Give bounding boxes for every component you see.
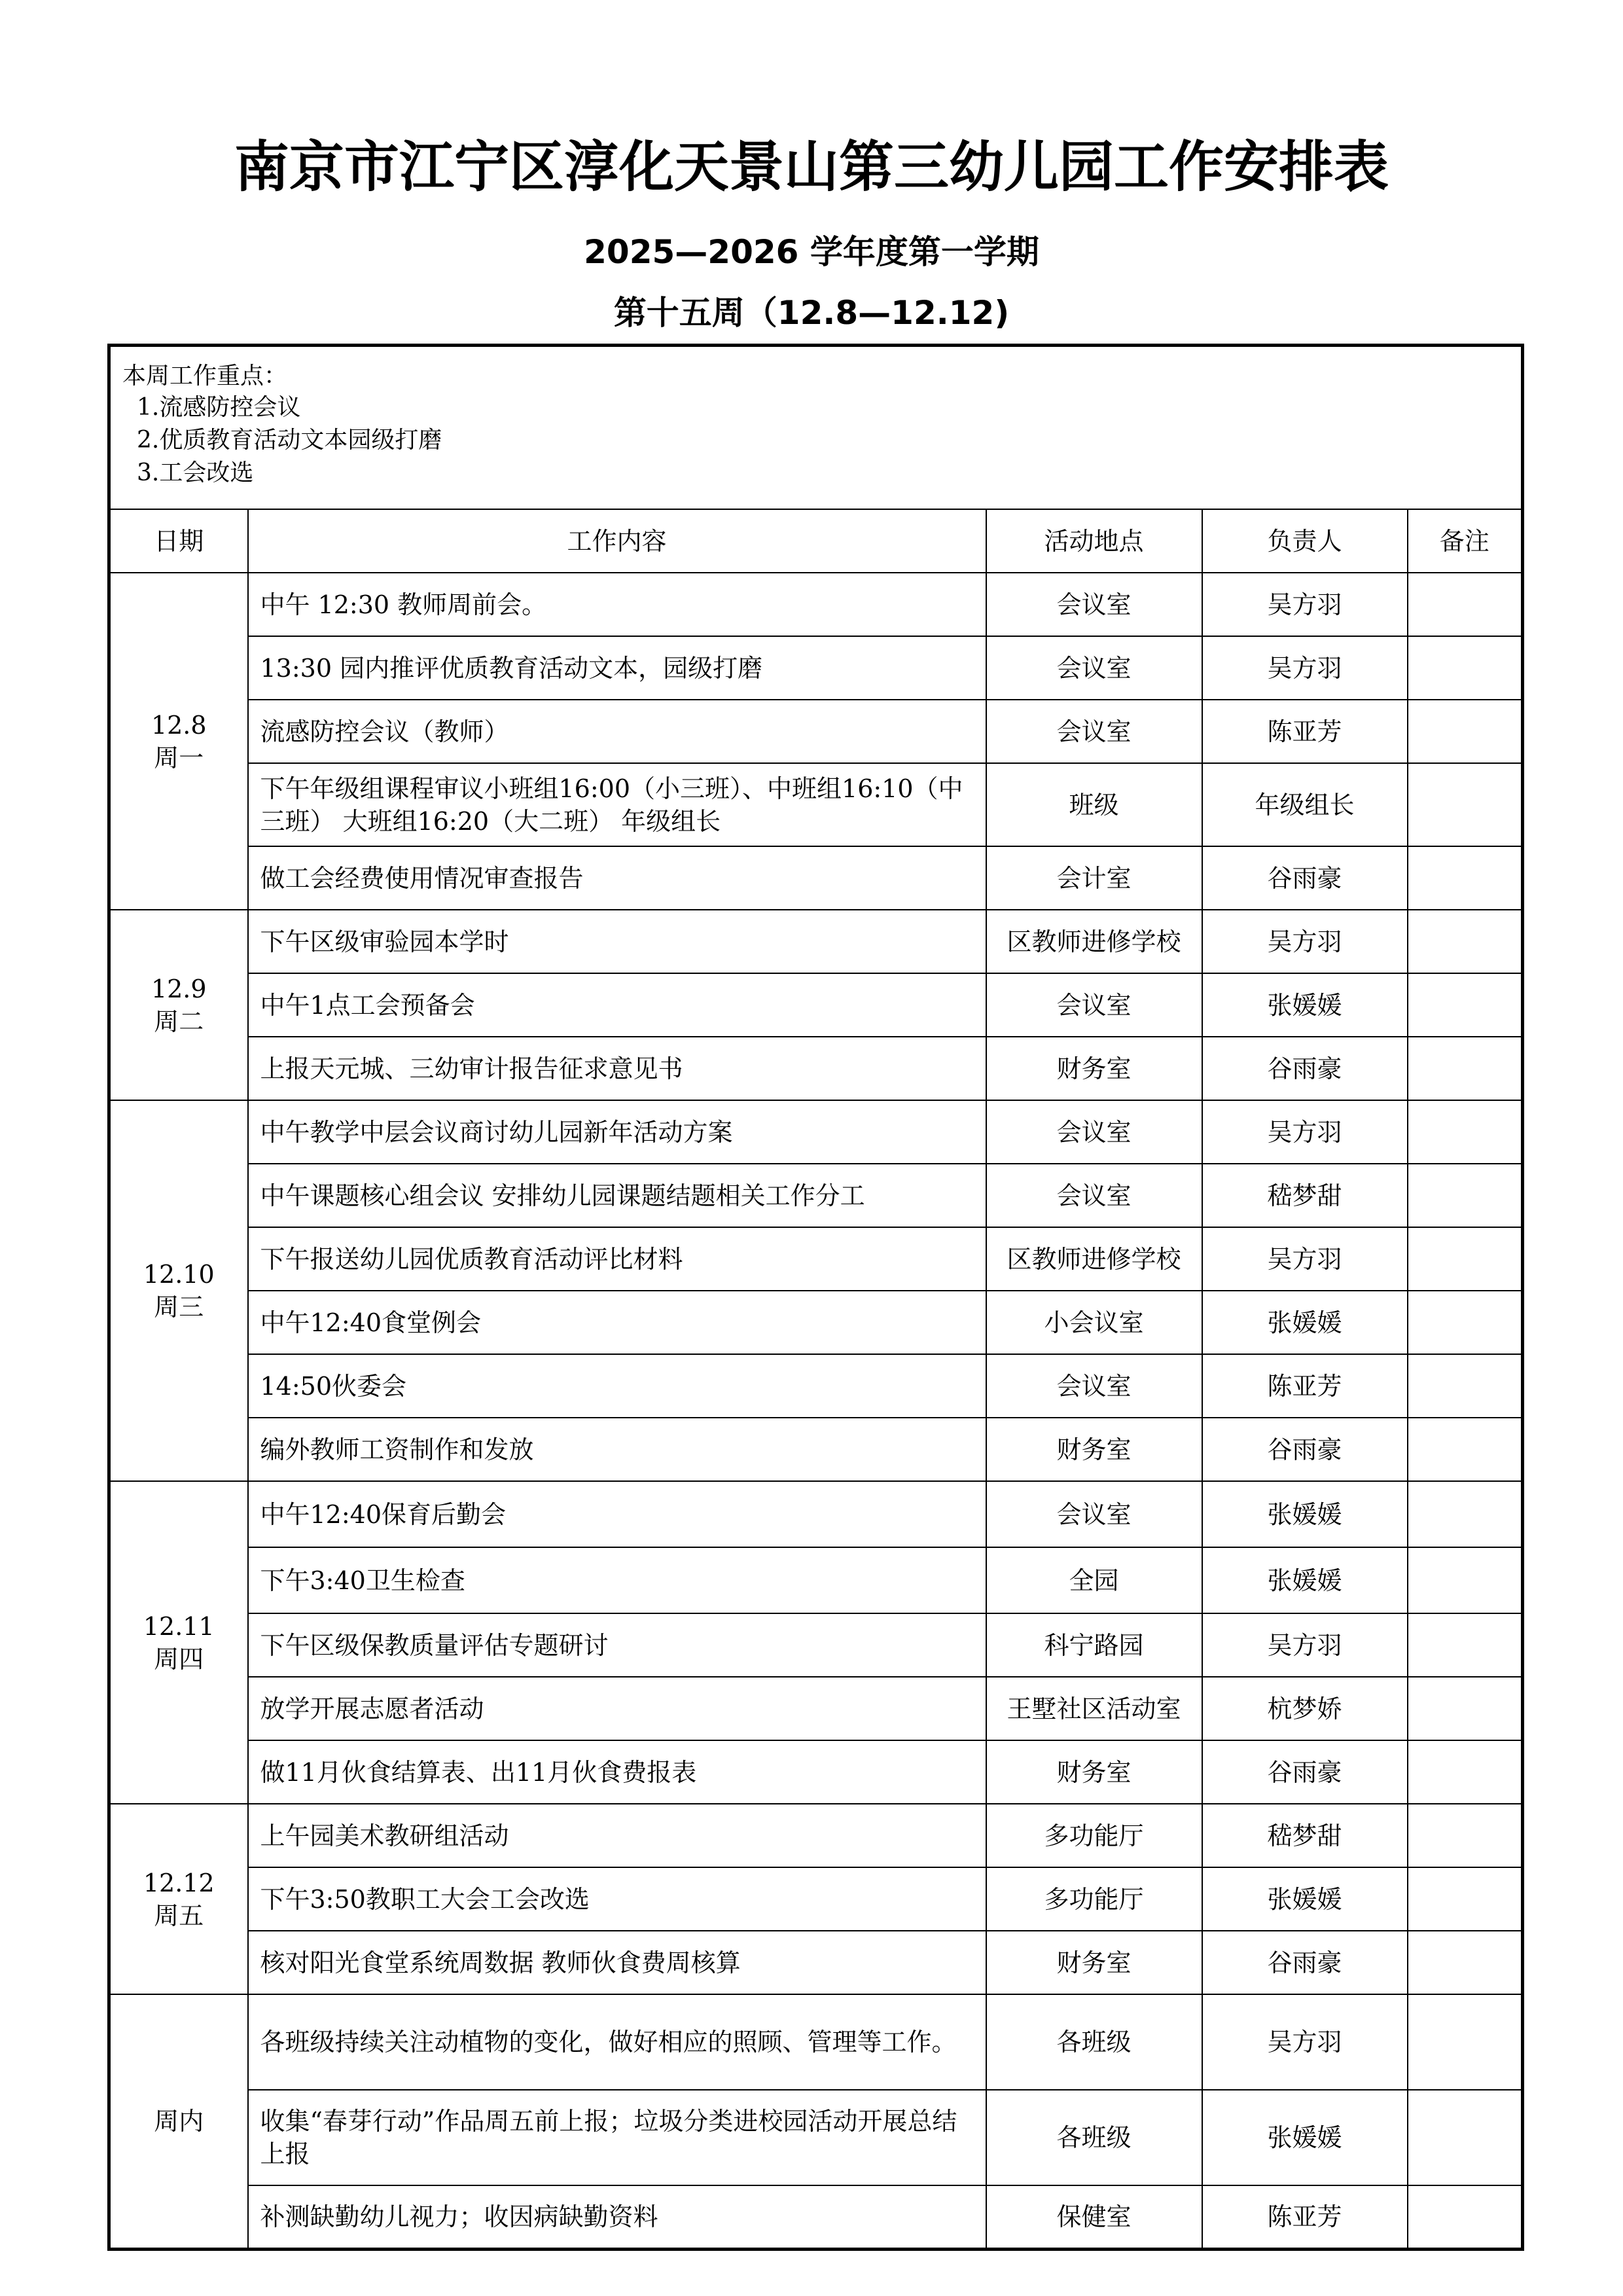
table-row [109, 700, 1523, 763]
content-cell: 中午12:40食堂例会 [248, 1291, 986, 1354]
place-cell: 多功能厅 [986, 1867, 1202, 1931]
remark-cell [1408, 763, 1523, 846]
table-row [109, 1291, 1523, 1354]
date-value: 12.11 [143, 1611, 215, 1641]
table-row [109, 1037, 1523, 1100]
column-header-content: 工作内容 [248, 509, 986, 573]
table-row [109, 2090, 1523, 2185]
column-header-date: 日期 [109, 509, 248, 573]
remark-cell [1408, 1613, 1523, 1677]
remark-cell [1408, 1291, 1523, 1354]
content-cell: 补测缺勤幼儿视力；收因病缺勤资料 [248, 2185, 986, 2250]
remark-cell [1408, 573, 1523, 636]
focus-item: 2.优质教育活动文本园级打磨 [137, 427, 442, 454]
person-cell: 谷雨豪 [1202, 1037, 1408, 1100]
content-cell: 中午课题核心组会议 安排幼儿园课题结题相关工作分工 [248, 1164, 986, 1227]
place-cell: 会议室 [986, 1354, 1202, 1418]
remark-cell [1408, 2185, 1523, 2250]
content-cell: 14:50伙委会 [248, 1354, 986, 1418]
person-cell: 吴方羽 [1202, 1227, 1408, 1291]
content-cell: 13:30 园内推评优质教育活动文本，园级打磨 [248, 636, 986, 700]
remark-cell [1408, 636, 1523, 700]
date-cell [109, 1994, 248, 2250]
place-cell: 保健室 [986, 2185, 1202, 2250]
table-row [109, 1354, 1523, 1418]
table-row [109, 1867, 1523, 1931]
header-row [109, 509, 1523, 573]
term-subtitle: 2025—2026 学年度第一学期 [584, 233, 1039, 271]
content-cell: 中午12:40保育后勤会 [248, 1481, 986, 1547]
page-title: 南京市江宁区淳化天景山第三幼儿园工作安排表 [234, 135, 1389, 199]
remark-cell [1408, 1994, 1523, 2090]
content-cell: 下午区级审验园本学时 [248, 910, 986, 973]
table-row [109, 910, 1523, 973]
place-cell: 财务室 [986, 1931, 1202, 1994]
focus-item: 3.工会改选 [137, 459, 254, 486]
person-cell: 年级组长 [1202, 763, 1408, 846]
content-cell: 收集“春芽行动”作品周五前上报；垃圾分类进校园活动开展总结上报 [248, 2090, 986, 2185]
table-row [109, 1931, 1523, 1994]
content-cell: 下午报送幼儿园优质教育活动评比材料 [248, 1227, 986, 1291]
place-cell: 王墅社区活动室 [986, 1677, 1202, 1740]
content-cell: 中午教学中层会议商讨幼儿园新年活动方案 [248, 1100, 986, 1164]
person-cell: 陈亚芳 [1202, 1354, 1408, 1418]
weekday-value: 周三 [154, 1293, 204, 1321]
place-cell: 小会议室 [986, 1291, 1202, 1354]
remark-cell [1408, 1227, 1523, 1291]
place-cell: 全园 [986, 1547, 1202, 1613]
focus-cell [109, 346, 1523, 510]
place-cell: 会议室 [986, 1164, 1202, 1227]
remark-cell [1408, 1354, 1523, 1418]
person-cell: 吴方羽 [1202, 636, 1408, 700]
person-cell: 吴方羽 [1202, 1994, 1408, 2090]
schedule-table [107, 344, 1524, 2251]
content-cell: 放学开展志愿者活动 [248, 1677, 986, 1740]
person-cell: 吴方羽 [1202, 1100, 1408, 1164]
person-cell: 陈亚芳 [1202, 700, 1408, 763]
place-cell: 会议室 [986, 1100, 1202, 1164]
person-cell: 吴方羽 [1202, 1613, 1408, 1677]
person-cell: 谷雨豪 [1202, 846, 1408, 910]
person-cell: 谷雨豪 [1202, 1740, 1408, 1804]
content-cell: 流感防控会议（教师） [248, 700, 986, 763]
place-cell: 各班级 [986, 2090, 1202, 2185]
weekday-value: 周二 [154, 1007, 204, 1036]
person-cell: 张媛媛 [1202, 1481, 1408, 1547]
place-cell: 区教师进修学校 [986, 1227, 1202, 1291]
content-cell: 做11月伙食结算表、出11月伙食费报表 [248, 1740, 986, 1804]
place-cell: 区教师进修学校 [986, 910, 1202, 973]
place-cell: 会议室 [986, 1481, 1202, 1547]
table-row [109, 1481, 1523, 1547]
table-row [109, 1227, 1523, 1291]
date-value: 12.12 [143, 1868, 215, 1897]
table-row [109, 1994, 1523, 2090]
week-subtitle: 第十五周（12.8—12.12) [613, 294, 1010, 332]
weekday-value: 周五 [154, 1901, 204, 1930]
content-cell: 中午1点工会预备会 [248, 973, 986, 1037]
table-row [109, 846, 1523, 910]
column-header-remark: 备注 [1408, 509, 1523, 573]
content-cell: 上午园美术教研组活动 [248, 1804, 986, 1867]
person-cell: 张媛媛 [1202, 1867, 1408, 1931]
table-row [109, 1804, 1523, 1867]
table-row [109, 573, 1523, 636]
column-header-person: 负责人 [1202, 509, 1408, 573]
place-cell: 科宁路园 [986, 1613, 1202, 1677]
content-cell: 核对阳光食堂系统周数据 教师伙食费周核算 [248, 1931, 986, 1994]
table-row [109, 1677, 1523, 1740]
place-cell: 财务室 [986, 1037, 1202, 1100]
remark-cell [1408, 700, 1523, 763]
table-row [109, 1740, 1523, 1804]
content-cell: 下午区级保教质量评估专题研讨 [248, 1613, 986, 1677]
person-cell: 杭梦娇 [1202, 1677, 1408, 1740]
person-cell: 嵇梦甜 [1202, 1804, 1408, 1867]
place-cell: 各班级 [986, 1994, 1202, 2090]
remark-cell [1408, 1931, 1523, 1994]
content-cell: 下午3:40卫生检查 [248, 1547, 986, 1613]
place-cell: 会议室 [986, 700, 1202, 763]
date-cell [109, 1481, 248, 1804]
remark-cell [1408, 1547, 1523, 1613]
date-cell [109, 1100, 248, 1481]
content-cell: 做工会经费使用情况审查报告 [248, 846, 986, 910]
date-value: 12.10 [143, 1260, 215, 1289]
place-cell: 会计室 [986, 846, 1202, 910]
date-cell [109, 573, 248, 910]
weekday-value: 周一 [154, 743, 204, 772]
focus-item: 1.流感防控会议 [137, 394, 301, 421]
place-cell: 会议室 [986, 636, 1202, 700]
content-cell: 编外教师工资制作和发放 [248, 1418, 986, 1481]
date-cell [109, 910, 248, 1100]
remark-cell [1408, 1481, 1523, 1547]
column-header-place: 活动地点 [986, 509, 1202, 573]
remark-cell [1408, 1164, 1523, 1227]
table-row [109, 1418, 1523, 1481]
content-cell: 各班级持续关注动植物的变化，做好相应的照顾、管理等工作。 [248, 1994, 986, 2090]
place-cell: 多功能厅 [986, 1804, 1202, 1867]
person-cell: 吴方羽 [1202, 910, 1408, 973]
date-value: 12.9 [151, 974, 207, 1003]
remark-cell [1408, 973, 1523, 1037]
table-row [109, 763, 1523, 846]
table-row [109, 1547, 1523, 1613]
date-value: 12.8 [151, 710, 207, 740]
remark-cell [1408, 1037, 1523, 1100]
content-cell: 下午3:50教职工大会工会改选 [248, 1867, 986, 1931]
place-cell: 财务室 [986, 1418, 1202, 1481]
place-cell: 班级 [986, 763, 1202, 846]
person-cell: 张媛媛 [1202, 973, 1408, 1037]
person-cell: 陈亚芳 [1202, 2185, 1408, 2250]
content-cell: 中午 12:30 教师周前会。 [248, 573, 986, 636]
person-cell: 张媛媛 [1202, 2090, 1408, 2185]
table-row [109, 1100, 1523, 1164]
place-cell: 会议室 [986, 573, 1202, 636]
weekday-value: 周内 [154, 2107, 204, 2136]
remark-cell [1408, 846, 1523, 910]
person-cell: 谷雨豪 [1202, 1418, 1408, 1481]
remark-cell [1408, 1804, 1523, 1867]
content-cell: 上报天元城、三幼审计报告征求意见书 [248, 1037, 986, 1100]
place-cell: 财务室 [986, 1740, 1202, 1804]
content-cell: 下午年级组课程审议小班组16:00（小三班）、中班组16:10（中三班） 大班组16:20（大二班） 年级组长 [248, 763, 986, 846]
table-row [109, 973, 1523, 1037]
person-cell: 谷雨豪 [1202, 1931, 1408, 1994]
person-cell: 吴方羽 [1202, 573, 1408, 636]
focus-title: 本周工作重点： [122, 363, 288, 389]
weekday-value: 周四 [154, 1644, 204, 1674]
person-cell: 嵇梦甜 [1202, 1164, 1408, 1227]
remark-cell [1408, 2090, 1523, 2185]
remark-cell [1408, 1100, 1523, 1164]
person-cell: 张媛媛 [1202, 1291, 1408, 1354]
table-row [109, 1164, 1523, 1227]
remark-cell [1408, 910, 1523, 973]
table-row [109, 636, 1523, 700]
person-cell: 张媛媛 [1202, 1547, 1408, 1613]
remark-cell [1408, 1418, 1523, 1481]
remark-cell [1408, 1867, 1523, 1931]
remark-cell [1408, 1677, 1523, 1740]
table-row [109, 1613, 1523, 1677]
focus-row [109, 346, 1523, 510]
table-row [109, 2185, 1523, 2250]
remark-cell [1408, 1740, 1523, 1804]
place-cell: 会议室 [986, 973, 1202, 1037]
date-cell [109, 1804, 248, 1994]
